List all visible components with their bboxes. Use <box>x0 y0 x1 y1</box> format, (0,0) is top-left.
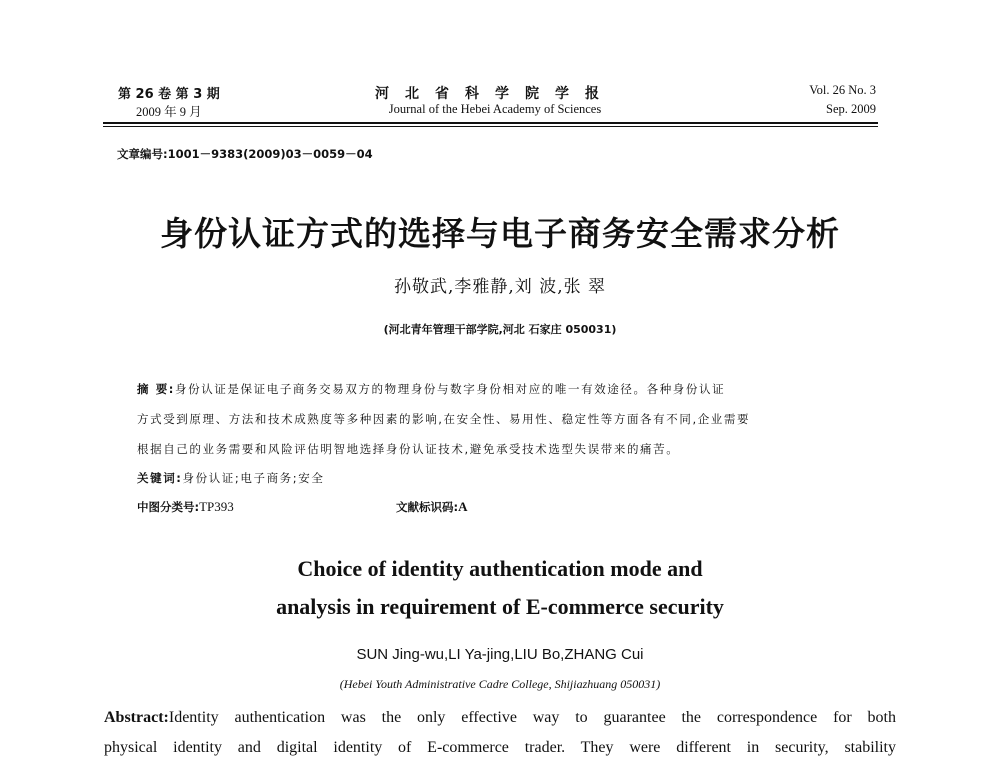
title-en-line-2: analysis in requirement of E-commerce security <box>276 594 724 619</box>
classification-value: TP393 <box>199 499 234 514</box>
authors-en: SUN Jing-wu,LI Ya-jing,LIU Bo,ZHANG Cui <box>356 646 644 663</box>
abstract-cn-line-3: 根据自己的业务需要和风险评估明智地选择身份认证技术,避免承受技术选型失误带来的痛苦。 <box>137 442 680 456</box>
affiliation-en: (Hebei Youth Administrative Cadre College, Shijiazhuang 050031) <box>339 677 661 691</box>
article-number: 文章编号:1001－9383(2009)03－0059－04 <box>117 147 373 161</box>
authors-cn: 孙敬武,李雅静,刘 波,张 翠 <box>393 277 607 297</box>
document-code-label: 文献标识码: <box>396 500 459 514</box>
volume-issue-en: Vol. 26 No. 3 <box>809 83 876 97</box>
header-rule-thick <box>103 122 878 124</box>
keywords-cn <box>137 470 324 486</box>
abstract-cn-label: 摘 要: <box>137 382 176 396</box>
abstract-cn-line-2: 方式受到原理、方法和技术成熟度等多种因素的影响,在安全性、易用性、稳定性等方面各有不同,企业需要 <box>137 412 751 426</box>
abstract-cn-line-1 <box>137 381 725 397</box>
document-code <box>396 499 468 515</box>
title-en-line-1: Choice of identity authentication mode and <box>297 556 703 581</box>
classification-label: 中图分类号: <box>137 500 200 514</box>
volume-issue: 第 26 卷 第 3 期 <box>118 87 220 102</box>
publication-date-cn: 2009 年 9 月 <box>136 105 202 119</box>
abstract-en-label: Abstract: <box>104 709 169 726</box>
publication-date-en: Sep. 2009 <box>826 102 876 116</box>
abstract-en-line-1 <box>104 709 896 727</box>
journal-name-cn: 河北省科学院学报 <box>375 86 615 102</box>
affiliation-cn: (河北青年管理干部学院,河北 石家庄 050031) <box>383 323 617 336</box>
header-rule-thin <box>103 126 878 127</box>
title-cn: 身份认证方式的选择与电子商务安全需求分析 <box>160 214 840 253</box>
classification-number <box>137 499 234 515</box>
keywords-value: 身份认证;电子商务;安全 <box>182 471 325 485</box>
keywords-label: 关键词: <box>137 471 183 485</box>
abstract-en-line-2: physical identity and digital identity of E-commerce trader. They were different in security, stability <box>104 739 896 756</box>
abstract-en-text-1: Identity authentication was the only effective way to guarantee the correspondence for both <box>168 709 896 726</box>
document-code-value: A <box>458 499 468 514</box>
journal-name-en: Journal of the Hebei Academy of Sciences <box>388 102 602 116</box>
abstract-cn-text-1: 身份认证是保证电子商务交易双方的物理身份与数字身份相对应的唯一有效途径。各种身份认证 <box>175 382 726 396</box>
